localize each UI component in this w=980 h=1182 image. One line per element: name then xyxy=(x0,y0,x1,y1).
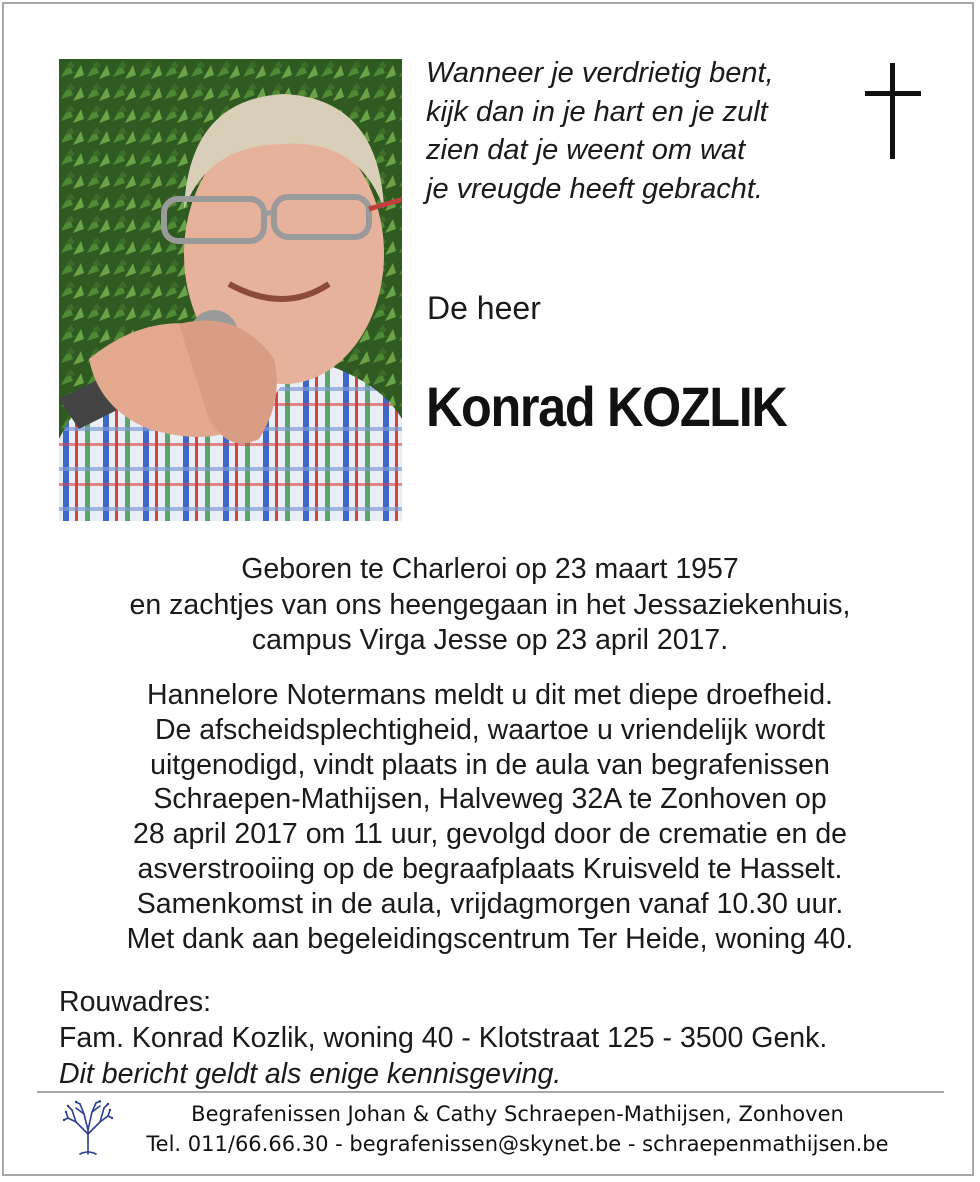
announcement-line: Samenkomst in de aula, vrijdagmorgen vanaf 10.30 uur. xyxy=(136,887,844,920)
divider xyxy=(37,1091,944,1093)
announcement xyxy=(40,678,940,956)
announcement-line: Hannelore Notermans meldt u dit met diepe droefheid. xyxy=(147,679,833,711)
quote-line: je vreugde heeft gebracht. xyxy=(426,172,763,205)
rouwadres-label: Rouwadres: xyxy=(59,986,212,1018)
announcement-line: 28 april 2017 om 11 uur, gevolgd door de crematie en de xyxy=(132,818,848,851)
cross-icon xyxy=(865,63,921,159)
quote-line: zien dat je weent om wat xyxy=(426,134,746,166)
undertaker-name: Begrafenissen Johan & Cathy Schraepen-Mathijsen, Zonhoven xyxy=(191,1102,844,1126)
quote xyxy=(426,54,774,208)
undertaker-contact: Tel. 011/66.66.30 - begrafenissen@skynet.be - schraepenmathijsen.be xyxy=(146,1132,889,1156)
quote-line: kijk dan in je hart en je zult xyxy=(426,95,768,128)
announcement-line: asverstrooiing op de begraafplaats Kruisveld te Hasselt. xyxy=(137,852,843,885)
birth-line: en zachtjes van ons heengegaan in het Jessaziekenhuis, xyxy=(129,588,851,621)
announcement-line: uitgenodigd, vindt plaats in de aula van begrafenissen xyxy=(150,748,830,781)
quote-line: Wanneer je verdrietig bent, xyxy=(426,57,774,89)
announcement-line: Schraepen-Mathijsen, Halveweg 32A te Zonhoven op xyxy=(153,783,827,816)
announcement-line: Met dank aan begeleidingscentrum Ter Heide, woning 40. xyxy=(126,922,854,955)
birth-death-info xyxy=(40,552,940,659)
tree-icon xyxy=(62,1100,114,1156)
deceased-name: Konrad KOZLIK xyxy=(426,375,787,438)
birth-line: campus Virga Jesse op 23 april 2017. xyxy=(251,624,729,656)
undertaker-info xyxy=(120,1099,915,1159)
birth-line: Geboren te Charleroi op 23 maart 1957 xyxy=(241,553,739,585)
notice-text: Dit bericht geldt als enige kennisgeving. xyxy=(59,1058,562,1090)
portrait-photo xyxy=(59,59,402,521)
announcement-line: De afscheidsplechtigheid, waartoe u vriendelijk wordt xyxy=(154,713,826,746)
honorific: De heer xyxy=(427,290,541,326)
rouwadres-address: Fam. Konrad Kozlik, woning 40 - Klotstraat 125 - 3500 Genk. xyxy=(59,1022,828,1054)
mourning-address xyxy=(59,984,827,1092)
